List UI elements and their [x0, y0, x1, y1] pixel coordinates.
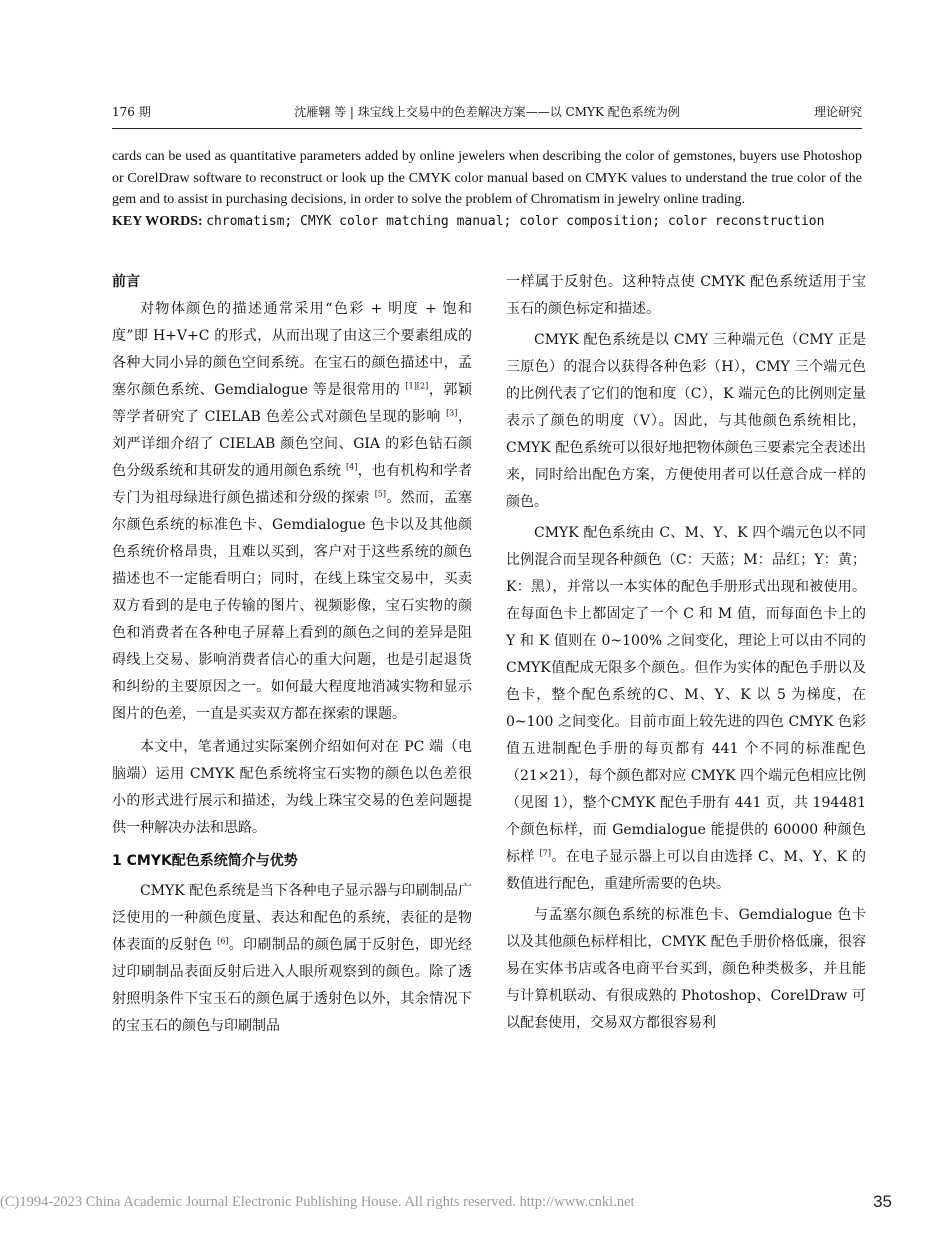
page-footer	[0, 1190, 950, 1214]
citation: [6]	[217, 936, 229, 946]
page-number: 35	[873, 1192, 892, 1211]
keywords-line	[112, 211, 862, 233]
keywords-text: chromatism; CMYK color matching manual; color composition; color reconstruction	[206, 213, 825, 229]
abstract-text: cards can be used as quantitative parameters added by online jewelers when describing the color of gemstones, buyers use Photoshop or CorelDraw software to reconstruct or look up the CMYK color manual based on CMYK values to understand the true color of the gem and to assist in purchasing decisions, in order to solve the problem of Chromatism in jewelry online trading.	[112, 149, 862, 208]
citation: [3]	[446, 408, 458, 418]
preface-heading: 前言	[112, 274, 140, 290]
citation: [5]	[374, 489, 387, 499]
section-1-paragraph-1-continued: 一样属于反射色。这种特点使 CMYK 配色系统适用于宝玉石的颜色标定和描述。	[506, 274, 866, 317]
header-divider	[112, 128, 862, 129]
article-running-title: 沈雁翱 等 | 珠宝线上交易中的色差解决方案——以 CMYK 配色系统为例	[294, 105, 680, 119]
preface-paragraph-2: 本文中，笔者通过实际案例介绍如何对在 PC 端（电脑端）运用 CMYK 配色系统将宝石实物的颜色以色差很小的形式进行展示和描述，为线上珠宝交易的色差问题提供一种解决办法和思路。	[112, 739, 472, 836]
citation: [1][2]	[405, 381, 429, 391]
left-column	[112, 269, 472, 1044]
section-1-paragraph-4: 与孟塞尔颜色系统的标准色卡、Gemdialogue 色卡以及其他颜色标样相比，CMYK 配色手册价格低廉，很容易在实体书店或各电商平台买到，颜色种类极多，并且能与计算机联动、有很成熟的 Photoshop、CorelDraw 可以配套使用，交易双方都很容易利	[506, 907, 866, 1031]
preface-paragraph-1: 对物体颜色的描述通常采用“色彩 + 明度 + 饱和度”即 H+V+C 的形式，从而出现了由这三个要素组成的各种大同小异的颜色空间系统。在宝石的颜色描述中，孟塞尔颜色系统、Gemdialogue 等是很常用的 [1][2]，郭颖等学者研究了 CIELAB 色差公式对颜色呈现的影响 [3]，刘严详细介绍了 CIELAB 颜色空间、GIA 的彩色钻石颜色分级系统和其研发的通用颜色系统 [4]，也有机构和学者专门为祖母绿进行颜色描述和分级的探索 [5]。然而，孟塞尔颜色系统的标准色卡、Gemdialogue 色卡以及其他颜色系统价格昂贵，且难以买到，客户对于这些系统的颜色描述也不一定能看明白；同时，在线上珠宝交易中，买卖双方看到的是电子传输的图片、视频影像，宝石实物的颜色和消费者在各种电子屏幕上看到的颜色之间的差异是阻碍线上交易、影响消费者信心的重大问题，也是引起退货和纠纷的主要原因之一。如何最大程度地消减实物和显示图片的色差，一直是买卖双方都在探索的课题。	[112, 301, 473, 722]
citation: [7]	[539, 848, 552, 858]
section-1-paragraph-3: CMYK 配色系统由 C、M、Y、K 四个端元色以不同比例混合而呈现各种颜色（C：天蓝；M：品红；Y：黄；K：黑），并常以一本实体的配色手册形式出现和被使用。在每面色卡上都固定了一个 C 和 M 值，而每面色卡上的 Y 和 K 值则在 0~100% 之间变化，理论上可以由不同的CMYK值配成无限多个颜色。但作为实体的配色手册以及色卡，整个配色系统的C、M、Y、K 以 5 为梯度，在 0~100 之间变化。目前市面上较先进的四色 CMYK 色彩值五进制配色手册的每页都有 441 个不同的标准配色（21×21），每个颜色都对应 CMYK 四个端元色相应比例（见图 1），整个CMYK 配色手册有 441 页，共 194481 个颜色标样，而 Gemdialogue 能提供的 60000 种颜色标样 [7]。在电子显示器上可以自由选择 C、M、Y、K 的数值进行配色，重建所需要的色块。	[506, 525, 867, 892]
issue-number: 176 期	[112, 105, 151, 119]
section-name: 理论研究	[813, 105, 862, 119]
running-header	[112, 103, 862, 125]
section-1-heading: 1 CMYK配色系统简介与优势	[112, 853, 298, 869]
citation: [4]	[346, 462, 358, 472]
keywords-label: KEY WORDS:	[112, 213, 203, 229]
right-column	[506, 269, 866, 1044]
section-1-paragraph-2: CMYK 配色系统是以 CMY 三种端元色（CMY 正是三原色）的混合以获得各种色彩（H），CMY 三个端元色的比例代表了它们的饱和度（C），K 端元色的比例则定量表示了颜色的明度（V）。因此，与其他颜色系统相比，CMYK 配色系统可以很好地把物体颜色三要素完全表述出来，同时给出配色方案，方便使用者可以任意合成一样的颜色。	[506, 332, 866, 510]
copyright-notice: (C)1994-2023 China Academic Journal Electronic Publishing House. All rights reserved. http://www.cnki.net	[0, 1194, 635, 1210]
english-abstract	[112, 146, 862, 232]
section-1-paragraph-1: CMYK 配色系统是当下各种电子显示器与印刷制品广泛使用的一种颜色度量、表达和配色的系统，表征的是物体表面的反射色 [6]。印刷制品的颜色属于反射色，即光经过印刷制品表面反射后进入人眼所观察到的颜色。除了透射照明条件下宝玉石的颜色属于透射色以外，其余情况下的宝玉石的颜色与印刷制品	[112, 883, 472, 1034]
